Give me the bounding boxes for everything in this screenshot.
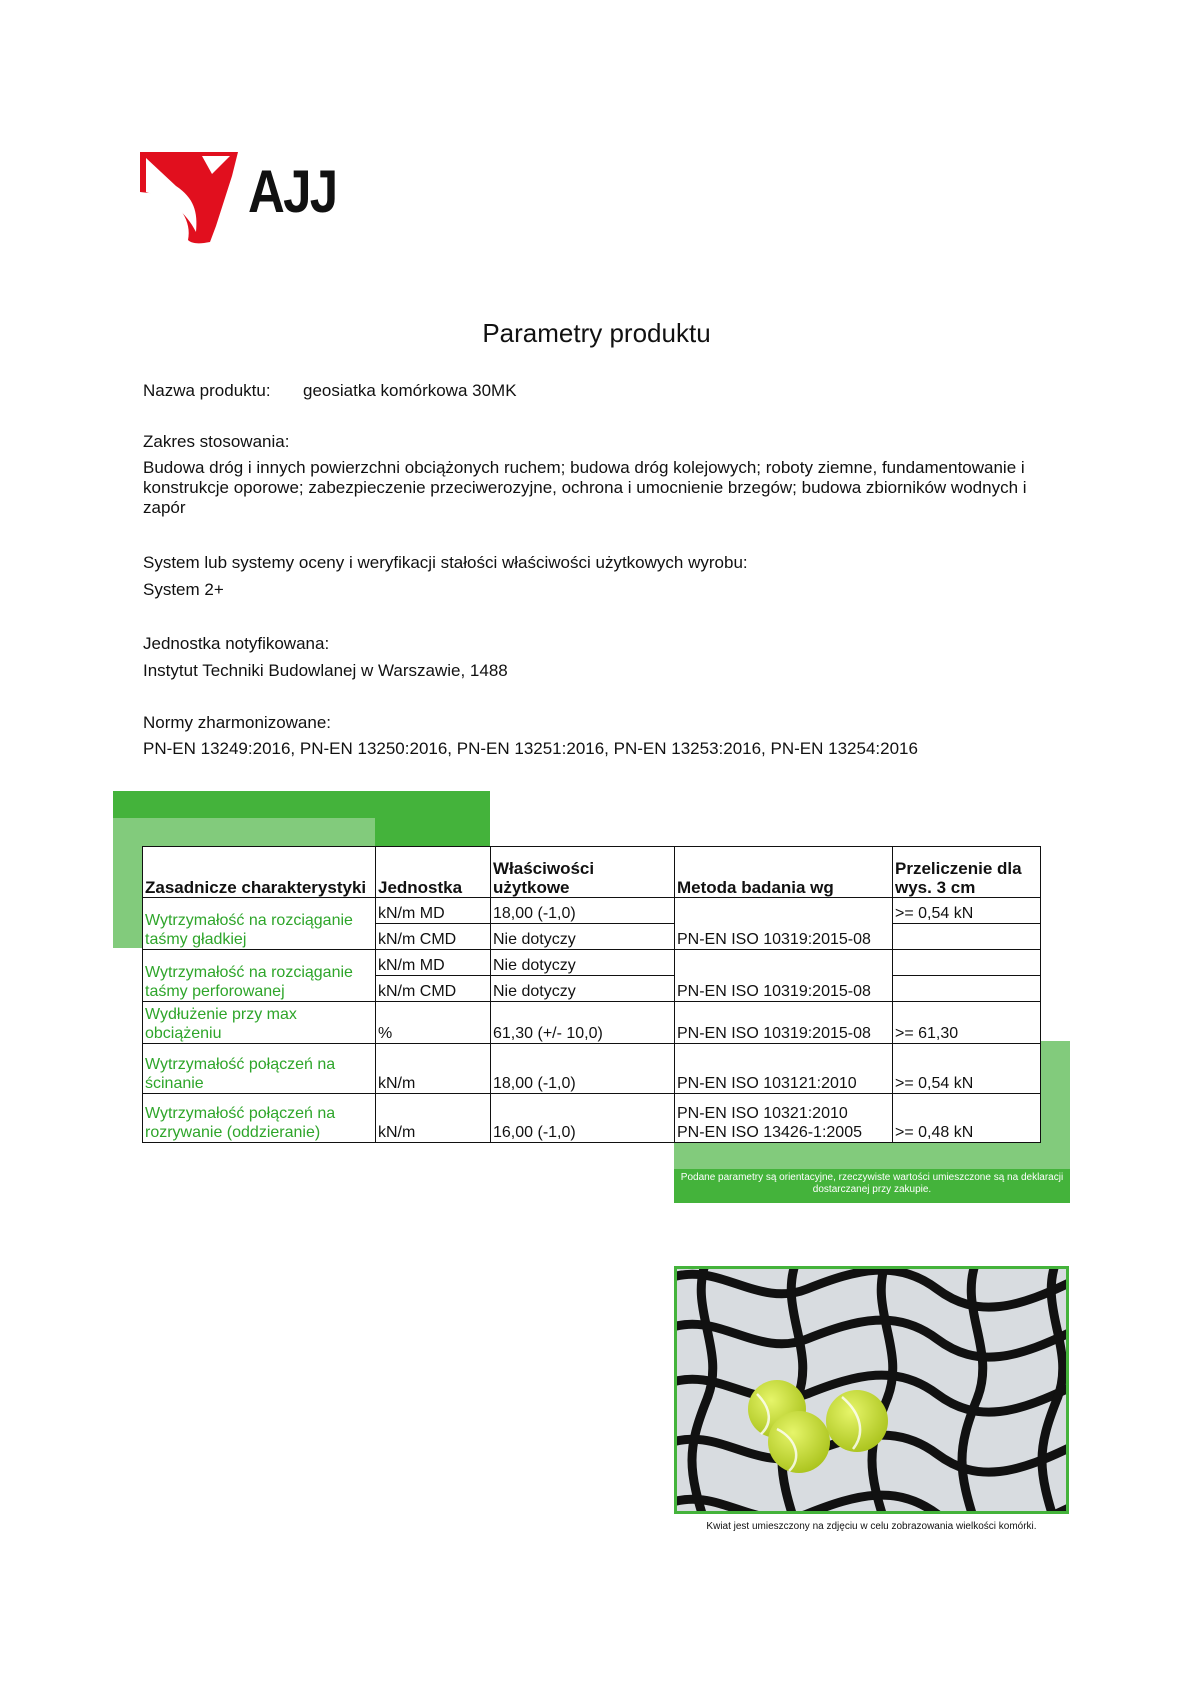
header-conversion-line-1: Przeliczenie dla (895, 859, 1022, 878)
scope-line-3: zapór (143, 498, 186, 517)
row-unit: kN/m (376, 1094, 491, 1143)
product-value: geosiatka komórkowa 30MK (303, 381, 517, 400)
logo-text: AJJ (248, 158, 337, 225)
disclaimer-note (674, 1169, 1070, 1203)
row-value: 18,00 (-1,0) (491, 1044, 675, 1094)
row-method (675, 1094, 893, 1143)
table-row (143, 1094, 1041, 1143)
row-value: Nie dotyczy (491, 924, 675, 950)
scope-line-2: konstrukcje oporowe; zabezpieczenie przeciwerozyjne, ochrona i umocnienie brzegów; budowa zbiorników wodnych i (143, 478, 1027, 497)
row-value: 18,00 (-1,0) (491, 898, 675, 924)
row-conversion: >= 0,54 kN (893, 898, 1041, 924)
row-method: PN-EN ISO 10319:2015-08 (675, 898, 893, 950)
row-name-line-2: rozrywanie (oddzieranie) (145, 1124, 321, 1141)
table-row (143, 898, 1041, 924)
row-characteristic (143, 1002, 376, 1044)
row-value: 16,00 (-1,0) (491, 1094, 675, 1143)
row-characteristic (143, 1094, 376, 1143)
header-properties: Właściwości użytkowe (491, 847, 675, 898)
row-name-line-2: ścinanie (145, 1075, 204, 1092)
row-method: PN-EN ISO 10319:2015-08 (675, 1002, 893, 1044)
row-value: 61,30 (+/- 10,0) (491, 1002, 675, 1044)
notified-label: Jednostka notyfikowana: (143, 634, 330, 653)
row-value: Nie dotyczy (491, 950, 675, 976)
row-conversion: >= 61,30 (893, 1002, 1041, 1044)
row-unit: kN/m CMD (376, 924, 491, 950)
row-name-line-1: Wytrzymałość na rozciąganie (145, 964, 353, 981)
disclaimer-line-1: Podane parametry są orientacyjne, rzeczywiste wartości umieszczone są na deklaracji (680, 1172, 1064, 1183)
header-conversion (893, 847, 1041, 898)
row-characteristic (143, 898, 376, 950)
disclaimer-line-2: dostarczanej przy zakupie. (812, 1184, 932, 1195)
row-unit: % (376, 1002, 491, 1044)
row-name-line-2: taśmy perforowanej (145, 983, 285, 1000)
row-unit: kN/m MD (376, 898, 491, 924)
row-value: Nie dotyczy (491, 976, 675, 1002)
row-method-line-1: PN-EN ISO 10321:2010 (677, 1105, 848, 1122)
header-conversion-line-2: wys. 3 cm (895, 878, 976, 897)
row-method: PN-EN ISO 10319:2015-08 (675, 950, 893, 1002)
row-name-line-2: obciążeniu (145, 1025, 222, 1042)
row-method-line-2: PN-EN ISO 13426-1:2005 (677, 1124, 862, 1141)
photo-caption: Kwiat jest umieszczony na zdjęciu w celu zobrazowania wielkości komórki. (706, 1521, 1037, 1532)
row-conversion: >= 0,48 kN (893, 1094, 1041, 1143)
row-unit: kN/m (376, 1044, 491, 1094)
row-characteristic (143, 1044, 376, 1094)
row-conversion: >= 0,54 kN (893, 1044, 1041, 1094)
table-row (143, 950, 1041, 976)
row-conversion (893, 924, 1041, 950)
header-method: Metoda badania wg (675, 847, 893, 898)
table-row (143, 1044, 1041, 1094)
row-unit: kN/m MD (376, 950, 491, 976)
row-name-line-2: taśmy gładkiej (145, 931, 247, 948)
row-conversion (893, 976, 1041, 1002)
notified-value: Instytut Techniki Budowlanej w Warszawie, 1488 (143, 661, 508, 680)
scope-line-1: Budowa dróg i innych powierzchni obciążonych ruchem; budowa dróg kolejowych; roboty ziemne, fundamentowanie i (143, 458, 1025, 477)
norms-value: PN-EN 13249:2016, PN-EN 13250:2016, PN-EN 13251:2016, PN-EN 13253:2016, PN-EN 13254:2016 (143, 739, 918, 758)
system-value: System 2+ (143, 580, 224, 599)
row-unit: kN/m CMD (376, 976, 491, 1002)
table-row (143, 1002, 1041, 1044)
product-label: Nazwa produktu: (143, 381, 271, 400)
row-name-line-1: Wytrzymałość połączeń na (145, 1105, 336, 1122)
row-name-line-1: Wydłużenie przy max (145, 1006, 297, 1023)
header-characteristic: Zasadnicze charakterystyki (143, 847, 376, 898)
table-header-row (143, 847, 1041, 898)
page-title: Parametry produktu (482, 318, 711, 348)
row-name-line-1: Wytrzymałość na rozciąganie (145, 912, 353, 929)
norms-label: Normy zharmonizowane: (143, 713, 332, 732)
geogrid-photo-illustration (677, 1269, 1066, 1511)
row-conversion (893, 950, 1041, 976)
system-label: System lub systemy oceny i weryfikacji stałości właściwości użytkowych wyrobu: (143, 553, 748, 572)
parameters-table (142, 846, 1041, 1143)
row-method: PN-EN ISO 103121:2010 (675, 1044, 893, 1094)
row-name-line-1: Wytrzymałość połączeń na (145, 1056, 336, 1073)
scope-label: Zakres stosowania: (143, 432, 290, 451)
product-photo (674, 1266, 1069, 1514)
header-unit: Jednostka (376, 847, 491, 898)
row-characteristic (143, 950, 376, 1002)
